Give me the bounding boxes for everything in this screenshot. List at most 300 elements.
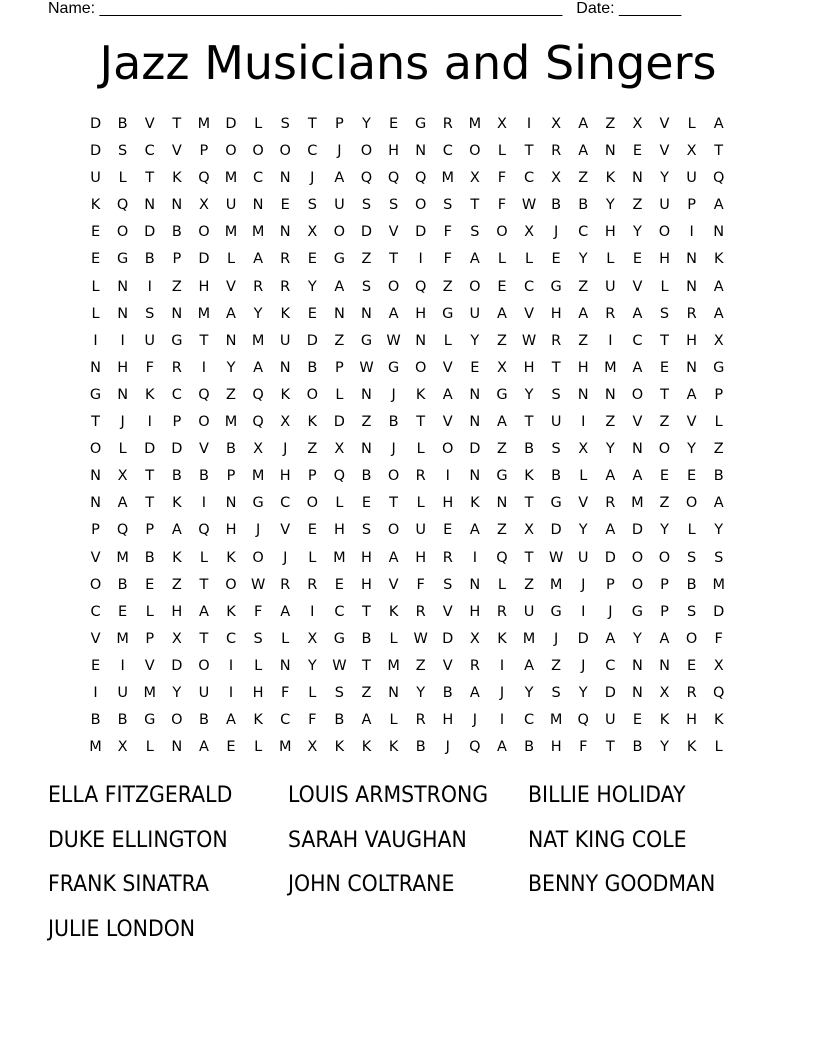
grid-letter[interactable]: K [280,386,290,403]
grid-letter[interactable]: Z [605,414,616,431]
grid-letter[interactable]: M [441,170,455,187]
grid-letter[interactable]: N [90,359,101,376]
grid-letter[interactable]: Z [307,441,318,458]
grid-letter[interactable]: E [687,657,697,674]
grid-letter[interactable]: N [279,170,291,187]
grid-letter[interactable]: G [144,712,156,729]
grid-letter[interactable]: N [117,278,129,295]
grid-letter[interactable]: R [605,305,616,322]
grid-letter[interactable]: U [334,197,345,214]
grid-letter[interactable]: L [579,468,588,485]
grid-letter[interactable]: N [469,386,481,403]
grid-letter[interactable]: B [578,197,589,214]
grid-letter[interactable]: Y [632,630,642,647]
grid-letter[interactable]: L [145,603,154,620]
grid-letter[interactable]: B [226,441,236,458]
grid-letter[interactable]: D [604,684,616,701]
grid-letter[interactable]: V [280,522,291,539]
grid-letter[interactable]: M [224,224,238,241]
grid-letter[interactable]: O [198,657,210,674]
grid-letter[interactable]: A [469,251,480,268]
grid-letter[interactable]: X [551,116,562,132]
grid-letter[interactable]: G [415,116,427,132]
grid-letter[interactable]: V [388,576,399,593]
grid-letter[interactable]: R [415,468,426,485]
grid-letter[interactable]: A [632,305,643,322]
grid-letter[interactable]: J [445,739,450,756]
grid-letter[interactable]: Y [416,684,426,701]
grid-letter[interactable]: O [252,143,264,160]
grid-letter[interactable]: K [172,170,182,187]
grid-letter[interactable]: X [280,414,291,431]
grid-letter[interactable]: M [712,576,725,593]
grid-letter[interactable]: V [659,143,670,160]
grid-letter[interactable]: C [523,712,535,729]
grid-letter[interactable]: B [117,712,128,729]
grid-letter[interactable]: B [171,224,182,241]
grid-letter[interactable]: T [660,386,669,403]
grid-letter[interactable]: G [496,386,508,403]
grid-letter[interactable]: B [524,441,535,458]
grid-letter[interactable]: K [361,739,372,756]
grid-letter[interactable]: L [91,278,100,295]
grid-letter[interactable]: K [307,414,318,431]
grid-letter[interactable]: Z [496,332,507,349]
grid-letter[interactable]: N [686,359,698,376]
grid-letter[interactable]: A [388,549,399,566]
grid-letter[interactable]: T [199,630,209,647]
grid-letter[interactable]: B [144,549,155,566]
grid-letter[interactable]: A [117,495,128,512]
grid-letter[interactable]: R [280,576,291,593]
grid-letter[interactable]: E [551,251,561,268]
grid-letter[interactable]: Q [387,170,400,187]
grid-letter[interactable]: M [116,549,129,566]
grid-letter[interactable]: T [470,197,480,214]
grid-letter[interactable]: M [251,468,265,485]
grid-letter[interactable]: Q [496,549,508,566]
grid-letter[interactable]: O [89,576,102,593]
grid-letter[interactable]: N [252,197,264,214]
grid-letter[interactable]: U [469,305,481,322]
grid-letter[interactable]: M [631,495,644,512]
grid-letter[interactable]: M [197,116,211,132]
grid-letter[interactable]: A [632,359,643,376]
grid-letter[interactable]: F [443,224,452,241]
grid-letter[interactable]: G [442,305,454,322]
grid-letter[interactable]: N [171,739,183,756]
grid-letter[interactable]: S [361,197,372,214]
grid-letter[interactable]: H [686,712,698,729]
grid-letter[interactable]: E [388,116,399,132]
grid-letter[interactable]: V [578,495,589,512]
grid-letter[interactable]: L [714,739,723,756]
grid-letter[interactable]: A [253,251,264,268]
grid-letter[interactable]: E [90,224,101,241]
grid-letter[interactable]: Z [415,657,426,674]
grid-letter[interactable]: M [143,684,156,701]
grid-letter[interactable]: N [577,386,589,403]
grid-letter[interactable]: W [250,576,266,593]
grid-letter[interactable]: Y [470,332,480,349]
grid-letter[interactable]: N [496,495,508,512]
grid-letter[interactable]: Z [578,278,589,295]
grid-letter[interactable]: B [171,468,182,485]
grid-letter[interactable]: Q [360,170,373,187]
grid-letter[interactable]: Y [605,197,615,214]
grid-letter[interactable]: N [604,386,616,403]
grid-letter[interactable]: B [361,468,372,485]
grid-letter[interactable]: N [361,305,372,322]
grid-letter[interactable]: F [714,630,723,647]
grid-letter[interactable]: L [389,712,398,729]
grid-letter[interactable]: R [415,603,426,620]
grid-letter[interactable]: V [171,143,182,160]
grid-letter[interactable]: E [226,739,236,756]
grid-letter[interactable]: R [280,278,291,295]
grid-letter[interactable]: Z [361,414,372,431]
grid-letter[interactable]: H [361,549,372,566]
grid-letter[interactable]: T [551,359,561,376]
grid-letter[interactable]: E [361,495,372,512]
grid-letter[interactable]: Y [714,522,724,539]
grid-letter[interactable]: N [225,495,237,512]
grid-letter[interactable]: X [307,224,318,241]
grid-letter[interactable]: Z [713,441,724,458]
grid-letter[interactable]: H [442,495,454,512]
grid-letter[interactable]: Y [524,386,534,403]
grid-letter[interactable]: O [198,224,210,241]
grid-letter[interactable]: L [308,684,317,701]
grid-letter[interactable]: K [415,386,426,403]
grid-letter[interactable]: N [279,224,291,241]
date-field-label[interactable]: Date: _______ [576,0,682,17]
grid-letter[interactable]: M [197,305,211,322]
grid-letter[interactable]: L [308,549,317,566]
grid-letter[interactable]: M [468,116,482,132]
grid-letter[interactable]: P [687,197,696,214]
grid-letter[interactable]: G [89,386,102,403]
grid-letter[interactable]: R [551,332,562,349]
grid-letter[interactable]: O [198,414,210,431]
grid-letter[interactable]: U [605,712,616,729]
grid-letter[interactable]: Z [551,657,562,674]
grid-letter[interactable]: X [551,170,562,187]
grid-letter[interactable]: D [442,630,454,647]
grid-letter[interactable]: I [310,603,315,620]
grid-letter[interactable]: U [198,684,210,701]
grid-letter[interactable]: F [443,251,452,268]
grid-letter[interactable]: E [307,522,317,539]
grid-letter[interactable]: D [225,116,237,132]
grid-letter[interactable]: P [660,603,669,620]
grid-letter[interactable]: Q [712,684,725,701]
grid-letter[interactable]: E [659,359,670,376]
grid-letter[interactable]: S [388,197,399,214]
grid-letter[interactable]: T [145,468,155,485]
grid-letter[interactable]: P [172,251,182,268]
grid-letter[interactable]: B [551,197,562,214]
grid-letter[interactable]: Q [469,739,481,756]
grid-letter[interactable]: L [281,630,290,647]
grid-letter[interactable]: A [686,386,697,403]
grid-letter[interactable]: O [469,278,481,295]
grid-letter[interactable]: Y [253,305,263,322]
grid-letter[interactable]: V [90,630,101,647]
grid-letter[interactable]: L [497,576,506,593]
grid-letter[interactable]: S [687,603,697,620]
grid-letter[interactable]: R [686,305,697,322]
grid-letter[interactable]: K [334,739,345,756]
grid-letter[interactable]: F [579,739,588,756]
grid-letter[interactable]: O [658,441,671,458]
grid-letter[interactable]: B [307,359,318,376]
grid-letter[interactable]: Y [307,657,317,674]
grid-letter[interactable]: K [605,170,616,187]
grid-letter[interactable]: N [171,197,183,214]
grid-letter[interactable]: E [687,468,697,485]
grid-letter[interactable]: N [415,143,427,160]
grid-letter[interactable]: H [279,468,291,485]
grid-letter[interactable]: L [660,278,669,295]
grid-letter[interactable]: F [308,712,317,729]
grid-letter[interactable]: Q [252,414,264,431]
grid-letter[interactable]: P [335,359,344,376]
grid-letter[interactable]: O [631,576,644,593]
grid-letter[interactable]: I [93,684,98,701]
grid-letter[interactable]: A [496,739,507,756]
grid-letter[interactable]: J [581,657,586,674]
grid-letter[interactable]: K [388,739,399,756]
grid-letter[interactable]: O [387,522,400,539]
grid-letter[interactable]: K [388,603,399,620]
grid-letter[interactable]: Y [578,684,588,701]
grid-letter[interactable]: D [577,630,589,647]
grid-letter[interactable]: M [251,332,265,349]
grid-letter[interactable]: I [120,332,125,349]
grid-letter[interactable]: D [144,224,156,241]
grid-letter[interactable]: A [713,278,724,295]
grid-letter[interactable]: H [550,739,562,756]
grid-letter[interactable]: B [117,576,128,593]
grid-letter[interactable]: O [631,386,644,403]
grid-letter[interactable]: Q [116,197,129,214]
grid-letter[interactable]: L [687,116,696,132]
grid-letter[interactable]: D [333,414,345,431]
grid-letter[interactable]: C [523,278,535,295]
grid-letter[interactable]: C [144,143,155,160]
grid-letter[interactable]: W [332,657,347,674]
grid-letter[interactable]: I [608,332,613,349]
grid-letter[interactable]: P [91,522,100,539]
grid-letter[interactable]: C [632,332,643,349]
grid-letter[interactable]: H [198,278,210,295]
grid-letter[interactable]: C [334,603,345,620]
grid-letter[interactable]: L [254,116,263,132]
grid-letter[interactable]: S [334,684,344,701]
grid-letter[interactable]: G [550,495,562,512]
grid-letter[interactable]: B [117,116,128,132]
grid-letter[interactable]: A [605,468,616,485]
grid-letter[interactable]: A [171,522,182,539]
grid-letter[interactable]: D [604,549,616,566]
grid-letter[interactable]: K [172,549,182,566]
grid-letter[interactable]: K [144,386,155,403]
grid-letter[interactable]: J [554,630,559,647]
grid-letter[interactable]: S [307,197,317,214]
grid-letter[interactable]: V [442,359,453,376]
grid-letter[interactable]: I [499,712,505,729]
grid-letter[interactable]: X [117,739,128,756]
grid-letter[interactable]: A [578,305,589,322]
grid-letter[interactable]: M [333,549,346,566]
grid-letter[interactable]: O [306,495,318,512]
grid-letter[interactable]: D [415,224,427,241]
grid-letter[interactable]: Y [226,359,236,376]
grid-letter[interactable]: S [280,116,290,132]
grid-letter[interactable]: T [362,603,371,620]
grid-letter[interactable]: A [605,522,616,539]
grid-letter[interactable]: E [280,197,290,214]
grid-letter[interactable]: A [713,197,724,214]
grid-letter[interactable]: Z [442,278,453,295]
grid-letter[interactable]: Q [198,386,210,403]
grid-letter[interactable]: Y [307,278,317,295]
grid-letter[interactable]: D [469,441,481,458]
grid-letter[interactable]: O [89,441,102,458]
grid-letter[interactable]: M [522,630,536,647]
grid-letter[interactable]: T [714,143,724,160]
grid-letter[interactable]: W [548,549,564,566]
grid-letter[interactable]: I [201,359,207,376]
grid-letter[interactable]: H [577,359,589,376]
grid-letter[interactable]: K [713,251,724,268]
grid-letter[interactable]: D [171,441,183,458]
grid-letter[interactable]: E [632,712,642,729]
grid-letter[interactable]: D [631,522,643,539]
grid-letter[interactable]: T [307,116,317,132]
grid-letter[interactable]: E [145,576,155,593]
grid-letter[interactable]: O [171,712,183,729]
grid-letter[interactable]: A [226,712,236,729]
grid-letter[interactable]: O [414,359,427,376]
grid-letter[interactable]: J [499,684,505,701]
grid-letter[interactable]: L [145,739,154,756]
grid-letter[interactable]: N [279,657,291,674]
grid-letter[interactable]: N [117,386,129,403]
grid-letter[interactable]: O [279,143,291,160]
grid-letter[interactable]: D [198,251,210,268]
grid-letter[interactable]: X [524,522,535,539]
grid-letter[interactable]: R [442,116,453,132]
grid-letter[interactable]: P [605,576,615,593]
grid-letter[interactable]: N [469,414,481,431]
grid-letter[interactable]: S [551,386,561,403]
grid-letter[interactable]: K [253,712,263,729]
grid-letter[interactable]: V [90,549,101,566]
grid-letter[interactable]: B [90,712,101,729]
grid-letter[interactable]: X [469,630,480,647]
grid-letter[interactable]: X [469,170,480,187]
grid-letter[interactable]: D [550,522,562,539]
grid-letter[interactable]: X [524,224,535,241]
grid-letter[interactable]: B [198,712,209,729]
grid-letter[interactable]: I [228,684,234,701]
grid-letter[interactable]: T [524,495,534,512]
grid-letter[interactable]: K [497,630,507,647]
grid-letter[interactable]: K [226,549,236,566]
grid-letter[interactable]: E [334,576,344,593]
grid-letter[interactable]: Q [712,170,725,187]
grid-letter[interactable]: O [685,495,698,512]
grid-letter[interactable]: R [442,549,453,566]
grid-letter[interactable]: H [171,603,183,620]
grid-letter[interactable]: M [89,739,102,756]
grid-letter[interactable]: A [578,116,589,132]
grid-letter[interactable]: V [686,414,697,431]
grid-letter[interactable]: N [631,170,643,187]
grid-letter[interactable]: Y [660,170,669,187]
grid-letter[interactable]: S [118,143,128,160]
grid-letter[interactable]: H [604,224,616,241]
grid-letter[interactable]: J [391,441,396,458]
grid-letter[interactable]: H [333,522,345,539]
grid-letter[interactable]: E [659,468,670,485]
grid-letter[interactable]: H [388,143,400,160]
grid-letter[interactable]: Z [496,522,507,539]
grid-letter[interactable]: Q [577,712,589,729]
grid-letter[interactable]: Z [524,576,535,593]
grid-letter[interactable]: U [550,414,562,431]
grid-letter[interactable]: G [252,495,264,512]
grid-letter[interactable]: A [361,712,372,729]
grid-letter[interactable]: S [659,305,670,322]
grid-letter[interactable]: T [199,576,209,593]
grid-letter[interactable]: B [388,414,399,431]
grid-letter[interactable]: L [91,305,100,322]
grid-letter[interactable]: S [470,224,480,241]
grid-letter[interactable]: M [278,739,292,756]
grid-letter[interactable]: V [632,414,643,431]
grid-letter[interactable]: W [521,332,537,349]
grid-letter[interactable]: A [280,603,291,620]
grid-letter[interactable]: H [225,522,237,539]
grid-letter[interactable]: I [418,251,423,268]
grid-letter[interactable]: N [279,359,291,376]
grid-letter[interactable]: E [90,657,101,674]
grid-letter[interactable]: E [90,251,101,268]
grid-letter[interactable]: D [89,116,102,132]
grid-letter[interactable]: P [335,116,344,132]
grid-letter[interactable]: Z [171,278,182,295]
grid-letter[interactable]: G [171,332,183,349]
grid-letter[interactable]: X [713,657,724,674]
grid-letter[interactable]: P [145,522,155,539]
grid-letter[interactable]: B [524,739,535,756]
grid-letter[interactable]: A [496,305,507,322]
grid-letter[interactable]: L [118,441,127,458]
grid-letter[interactable]: X [253,441,264,458]
grid-letter[interactable]: I [472,549,477,566]
grid-letter[interactable]: A [524,657,534,674]
grid-letter[interactable]: H [469,603,481,620]
grid-letter[interactable]: A [469,522,480,539]
grid-letter[interactable]: F [145,359,154,376]
grid-letter[interactable]: R [253,278,264,295]
grid-letter[interactable]: N [713,224,725,241]
grid-letter[interactable]: B [361,630,372,647]
grid-letter[interactable]: L [606,251,615,268]
